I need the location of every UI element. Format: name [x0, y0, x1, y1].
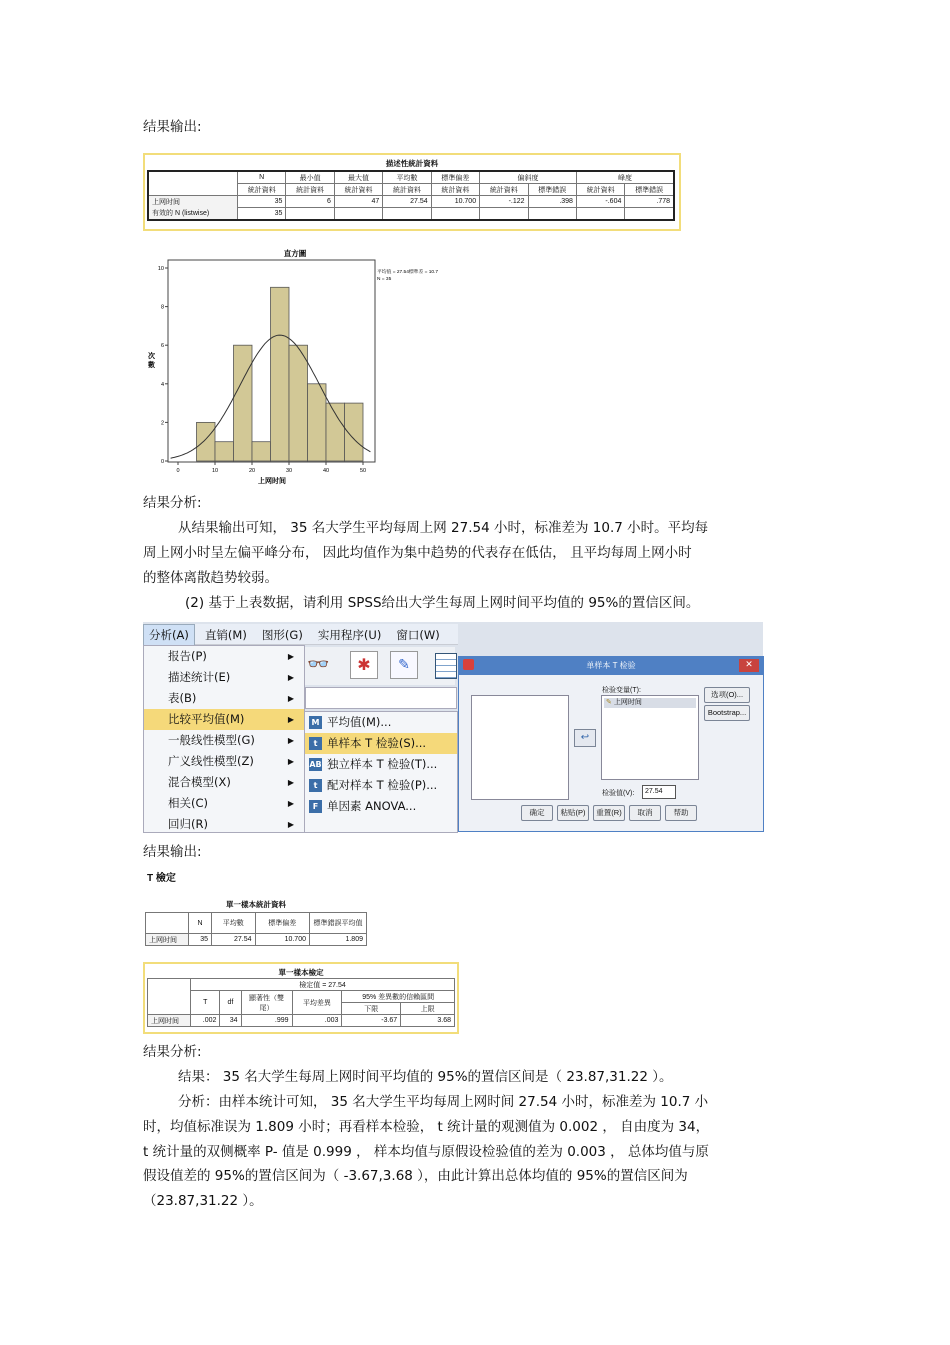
cell-editor[interactable]: [305, 687, 457, 709]
menu-utilities[interactable]: 实用程序(U): [317, 628, 382, 642]
sub-header: 統計資料: [431, 184, 479, 196]
x-tick-label: 10: [211, 468, 219, 474]
ci-header: 95% 差異數的信賴區間: [342, 991, 455, 1003]
menu-direct-marketing[interactable]: 直销(M): [204, 628, 247, 642]
cancel-button[interactable]: 取消: [629, 805, 661, 821]
test-value-label: 检验值(V):: [602, 790, 635, 797]
section-heading: 结果分析:: [143, 1044, 202, 1060]
one-sample-test-frame: [143, 962, 459, 1034]
submenu-one-sample-t[interactable]: t 单样本 T 检验(S)...: [305, 733, 457, 754]
y-tick-label: 8: [160, 304, 164, 311]
table-cell: .999: [241, 1015, 292, 1027]
dialog-titlebar: [459, 657, 763, 675]
y-tick-label: 10: [157, 266, 164, 272]
submenu-means[interactable]: M 平均值(M)...: [305, 712, 457, 733]
table-cell: 35: [238, 196, 286, 208]
paragraph-line: （23.87,31.22 ）。: [143, 1193, 263, 1209]
anova-icon: F: [309, 800, 322, 813]
col-header: N: [238, 171, 286, 184]
paragraph-line: t 统计量的双侧概率 P- 值是 0.999 ， 样本均值与原假设检验值的差为 0.003 ， 总体均值与原: [143, 1144, 709, 1160]
test-value-input[interactable]: 27.54: [642, 785, 676, 799]
one-sample-statistics-table: [145, 912, 367, 946]
histogram-bar: [197, 422, 216, 461]
y-tick-label: 6: [160, 343, 164, 350]
sub-header: 標準錯誤: [625, 184, 674, 196]
legend-n: N = 35: [377, 277, 392, 282]
paired-t-icon: t: [309, 779, 322, 792]
menu-item-reports[interactable]: 报告(P) ▶: [168, 649, 294, 663]
table-cell: .003: [292, 1015, 342, 1027]
table-cell: 27.54: [383, 196, 431, 208]
dialog-title: 单样本 T 检验: [586, 661, 636, 670]
chart-title: 直方圖: [283, 249, 307, 258]
col-header: 平均數: [383, 171, 431, 184]
x-tick-label: 40: [322, 468, 330, 474]
toolbar: [305, 647, 455, 685]
means-icon: M: [309, 716, 322, 729]
table-cell: 10.700: [431, 196, 479, 208]
row-label: 上网时间: [148, 196, 238, 208]
col-header: N: [189, 913, 212, 934]
section-heading: 结果输出:: [143, 844, 202, 860]
x-tick-label: 20: [248, 468, 256, 474]
ok-button[interactable]: 确定: [521, 805, 553, 821]
histogram-bar: [289, 345, 308, 461]
x-tick-label: 0: [176, 468, 180, 474]
histogram-bar: [234, 345, 253, 461]
col-header: 平均差異: [292, 991, 342, 1015]
col-header: 下限: [342, 1003, 401, 1015]
paragraph-line: 假设值差的 95%的置信区间为（ -3.67,3.68 ），由此计算出总体均值的 95%的置信区间为: [143, 1168, 688, 1184]
close-icon[interactable]: ✕: [739, 659, 759, 672]
paragraph-line: 的整体离散趋势较弱。: [143, 570, 278, 586]
x-tick-label: 50: [359, 468, 367, 474]
test-variable-list[interactable]: [601, 695, 699, 780]
table-cell: .398: [528, 196, 576, 208]
y-tick-label: 2: [160, 420, 164, 427]
menu-graphs[interactable]: 图形(G): [261, 628, 303, 642]
paragraph-line: 从结果输出可知， 35 名大学生平均每周上网 27.54 小时，标准差为 10.7 小时。平均每: [178, 520, 709, 536]
help-button[interactable]: 帮助: [665, 805, 697, 821]
paragraph-line: 时，均值标准误为 1.809 小时；再看样本检验， t 统计量的观测值为 0.002 ， 自由度为 34，: [143, 1119, 710, 1135]
test-variables-label: 检验变量(T):: [602, 687, 641, 694]
table-cell: 34: [220, 1015, 241, 1027]
sub-header: 統計資料: [334, 184, 382, 196]
col-header: 偏斜度: [480, 171, 577, 184]
x-tick-label: 30: [285, 468, 293, 474]
descriptive-stats-table: [147, 170, 675, 221]
menu-item-descriptive[interactable]: 描述统计(E) ▶: [168, 670, 294, 684]
col-header: 標準偏差: [255, 913, 309, 934]
x-axis-label: 上网时间: [258, 477, 286, 485]
section-heading: 结果分析:: [143, 495, 202, 511]
result-line: 结果： 35 名大学生每周上网时间平均值的 95%的置信区间是（ 23.87,31.22 ）。: [178, 1069, 673, 1085]
question-line: (2) 基于上表数据，请利用 SPSS给出大学生每周上网时间平均值的 95%的置信区间。: [185, 595, 700, 611]
menu-analyze[interactable]: 分析(A): [143, 624, 195, 646]
table-title: 描述性統計資料: [385, 159, 439, 168]
histogram-bar: [271, 287, 290, 461]
menu-bar: [143, 624, 458, 645]
row-label: 上网时间: [146, 934, 189, 946]
menu-item-compare-means[interactable]: 比较平均值(M) ▶: [144, 709, 304, 730]
one-sample-t-dialog: [458, 656, 764, 832]
move-arrow-button[interactable]: ↩: [574, 729, 596, 747]
sub-header: 統計資料: [286, 184, 334, 196]
histogram-bar: [215, 442, 234, 461]
one-sample-test-table: [147, 978, 455, 1027]
data-grid-icon[interactable]: [435, 653, 457, 679]
col-header: 最大值: [334, 171, 382, 184]
t-test-heading: T 檢定: [147, 873, 176, 884]
y-axis-label: 次數: [148, 352, 155, 369]
insert-cases-icon[interactable]: ✱: [350, 651, 378, 679]
paste-button[interactable]: 粘贴(P): [557, 805, 589, 821]
col-header: 標準錯誤平均值: [310, 913, 367, 934]
col-header: 最小值: [286, 171, 334, 184]
table-cell: .002: [191, 1015, 220, 1027]
analyze-dropdown: [143, 645, 305, 833]
y-tick-label: 0: [160, 459, 164, 465]
legend-stats: 平均值 = 27.54標準差 = 10.7: [377, 270, 439, 275]
ruler-icon: ✎: [606, 699, 612, 706]
col-header: T: [191, 991, 220, 1015]
sub-header: 統計資料: [383, 184, 431, 196]
menu-item-regression[interactable]: 回归(R) ▶: [168, 817, 294, 831]
histogram-chart: [143, 243, 453, 488]
sub-header: 統計資料: [480, 184, 528, 196]
col-header: 標準偏差: [431, 171, 479, 184]
table-cell: 3.68: [401, 1015, 455, 1027]
sub-header: 統計資料: [576, 184, 624, 196]
table-cell: -.122: [480, 196, 528, 208]
menu-window[interactable]: 窗口(W): [396, 628, 440, 642]
table-cell: 27.54: [212, 934, 256, 946]
bootstrap-button[interactable]: Bootstrap...: [704, 705, 750, 721]
col-header: 峰度: [576, 171, 674, 184]
col-header: 平均數: [212, 913, 256, 934]
table-cell: 1.809: [310, 934, 367, 946]
paragraph-line: 周上网小时呈左偏平峰分布， 因此均值作为集中趋势的代表存在低估， 且平均每周上网小时: [143, 545, 692, 561]
row-label: 上网时间: [148, 1015, 191, 1027]
row-label: 有效的 N (listwise): [148, 208, 238, 221]
table-cell: 35: [189, 934, 212, 946]
col-header: 顯著性（雙尾）: [241, 991, 292, 1015]
submenu-anova[interactable]: F 单因素 ANOVA...: [305, 796, 457, 817]
menu-item-mixed[interactable]: 混合模型(X) ▶: [168, 775, 294, 789]
table-cell: 10.700: [255, 934, 309, 946]
table-cell: 47: [334, 196, 382, 208]
test-value-header: 檢定值 = 27.54: [191, 979, 455, 991]
sub-header: 統計資料: [238, 184, 286, 196]
list-item[interactable]: ✎ 上网时间: [604, 698, 696, 708]
menu-item-gzlm[interactable]: 广义线性模型(Z) ▶: [168, 754, 294, 768]
binoculars-icon[interactable]: 👓: [307, 654, 330, 675]
compare-means-submenu: [304, 711, 458, 833]
table-title: 單一樣本統計資料: [226, 900, 286, 909]
source-variable-list[interactable]: [471, 695, 569, 800]
histogram-bar: [326, 403, 345, 461]
table-cell: .778: [625, 196, 674, 208]
col-header: df: [220, 991, 241, 1015]
section-heading: 结果输出:: [143, 119, 202, 135]
descriptive-stats-table-frame: [143, 153, 681, 231]
y-tick-label: 4: [160, 381, 164, 388]
menu-item-correlate[interactable]: 相关(C) ▶: [168, 796, 294, 810]
table-cell: -.604: [576, 196, 624, 208]
one-sample-t-icon: t: [309, 737, 322, 750]
reset-button[interactable]: 重置(R): [593, 805, 625, 821]
menu-item-tables[interactable]: 表(B) ▶: [168, 691, 294, 705]
chart-builder-icon[interactable]: ✎: [390, 651, 418, 679]
submenu-independent-t[interactable]: AB 独立样本 T 检验(T)...: [309, 757, 438, 771]
table-cell: 6: [286, 196, 334, 208]
table-title: 單一樣本檢定: [278, 968, 324, 977]
menu-item-glm[interactable]: 一般线性模型(G) ▶: [168, 733, 294, 747]
independent-t-icon: AB: [309, 760, 322, 769]
col-header: 上限: [401, 1003, 455, 1015]
table-cell: 35: [238, 208, 286, 221]
histogram-bar: [252, 442, 271, 461]
table-cell: -3.67: [342, 1015, 401, 1027]
submenu-paired-t[interactable]: t 配对样本 T 检验(P)...: [305, 775, 457, 796]
histogram-bar: [308, 384, 327, 461]
sub-header: 標準錯誤: [528, 184, 576, 196]
paragraph-line: 分析：由样本统计可知， 35 名大学生平均每周上网时间 27.54 小时，标准差为 10.7 小: [178, 1094, 709, 1110]
options-button[interactable]: 选项(O)...: [704, 687, 750, 703]
